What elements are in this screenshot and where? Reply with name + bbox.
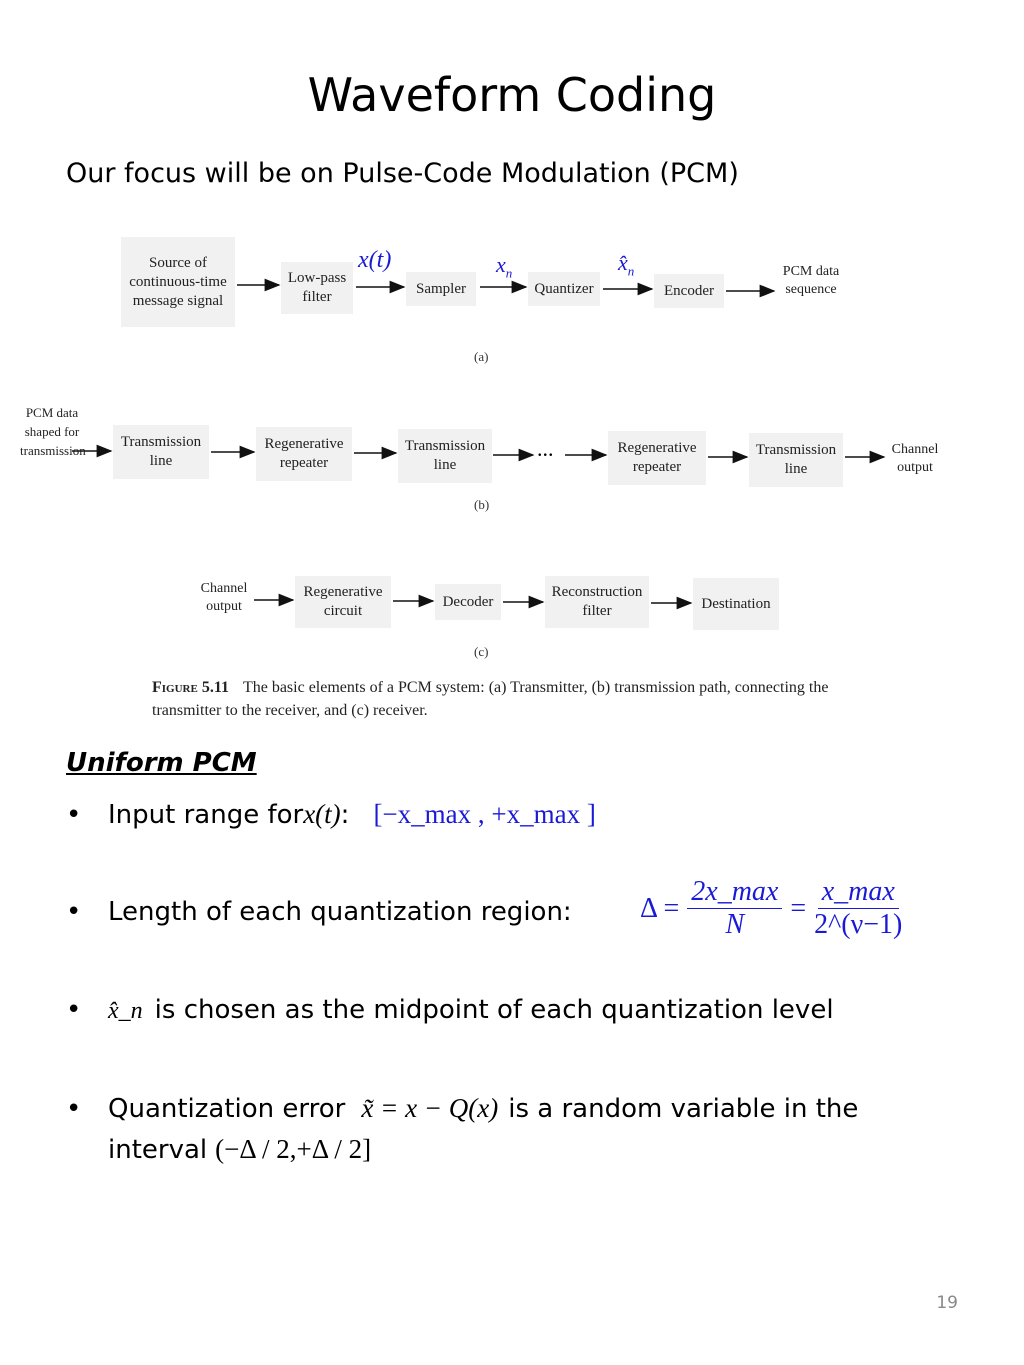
colon: : (340, 800, 350, 830)
pcm-shaped-input-label: PCM data shaped for transmission (20, 405, 86, 458)
encoder-block: Encoder (654, 274, 724, 308)
bullet-text: Input range for (108, 800, 304, 830)
denominator-2: 2^(ν−1) (814, 909, 903, 940)
bullet-text-cont: is a random variable in the (508, 1094, 859, 1124)
bullet-input-range (66, 799, 596, 830)
figure-caption-text: The basic elements of a PCM system: (a) Transmitter, (b) transmission path, connecting the transmitter to the receiver, and (c) receiver. (152, 679, 829, 719)
row-b-label: (b) (474, 497, 490, 512)
decoder-block: Decoder (435, 584, 501, 620)
channel-input-label: Channel output (200, 581, 248, 614)
destination-block: Destination (693, 578, 779, 630)
ellipsis-dots: ... (537, 436, 554, 461)
equals-sign: = (790, 892, 807, 924)
bullet-dot: • (66, 1094, 82, 1124)
bullet-midpoint (66, 995, 834, 1025)
pcm-output-label: PCM data sequence (782, 264, 840, 297)
signal-xn-label: $x_n$ (496, 252, 513, 281)
lowpass-filter-block: Low-pass filter (281, 262, 353, 314)
bullet-dot: • (66, 897, 82, 927)
section-heading: Uniform PCM (66, 748, 257, 778)
transmission-line-2: Transmission line (398, 429, 492, 483)
interval-word: interval (108, 1135, 208, 1165)
figure-number: Figure 5.11 (152, 679, 229, 696)
figure-caption (152, 676, 852, 722)
reconstruction-filter-block: Reconstruction filter (545, 576, 649, 628)
regenerative-repeater-2: Regenerative repeater (608, 431, 706, 485)
bullet-text: Quantization error (108, 1094, 346, 1124)
signal-xt-label: x(t) (358, 247, 392, 273)
transmission-line-3: Transmission line (749, 433, 843, 487)
denominator-1: N (725, 909, 745, 940)
delta-lhs: Δ = (640, 892, 680, 924)
bullet-text: Length of each quantization region: (108, 897, 572, 927)
regenerative-circuit-block: Regenerative circuit (295, 576, 391, 628)
numerator-2: x_max (818, 876, 899, 909)
bullet-quantization-error (66, 1093, 858, 1124)
bullet-region-length (66, 897, 572, 927)
quantizer-block: Quantizer (528, 272, 600, 306)
fraction-2 (814, 876, 902, 941)
transmission-line-1: Transmission line (113, 425, 209, 479)
page-number: 19 (936, 1293, 958, 1313)
intro-text: Our focus will be on Pulse-Code Modulation (PCM) (66, 158, 739, 189)
fraction-1 (687, 876, 782, 941)
source-block: Source of continuous-time message signal (121, 237, 235, 327)
interval-math: (−Δ / 2,+Δ / 2] (215, 1134, 372, 1164)
error-formula: x̃ = x − Q(x) (361, 1093, 499, 1123)
row-c-label: (c) (474, 644, 489, 659)
numerator-1: 2x_max (687, 876, 782, 909)
signal-xhat-label: $x̂_n$ (618, 250, 635, 279)
page-title: Waveform Coding (307, 68, 717, 122)
delta-formula (640, 876, 902, 941)
var-xt: x(t) (303, 799, 341, 829)
bullet-dot: • (66, 800, 82, 830)
bullet-dot: • (66, 995, 82, 1025)
regenerative-repeater-1: Regenerative repeater (256, 427, 352, 481)
var-xhat-n: x̂_n (108, 998, 143, 1024)
row-a-label: (a) (474, 349, 489, 364)
channel-output-label: Channel output (891, 442, 939, 475)
bullet-text: is chosen as the midpoint of each quantization level (154, 995, 834, 1025)
interval-line (108, 1134, 371, 1165)
sampler-block: Sampler (406, 272, 476, 306)
range-math: [−x_max , +x_max ] (373, 799, 596, 829)
